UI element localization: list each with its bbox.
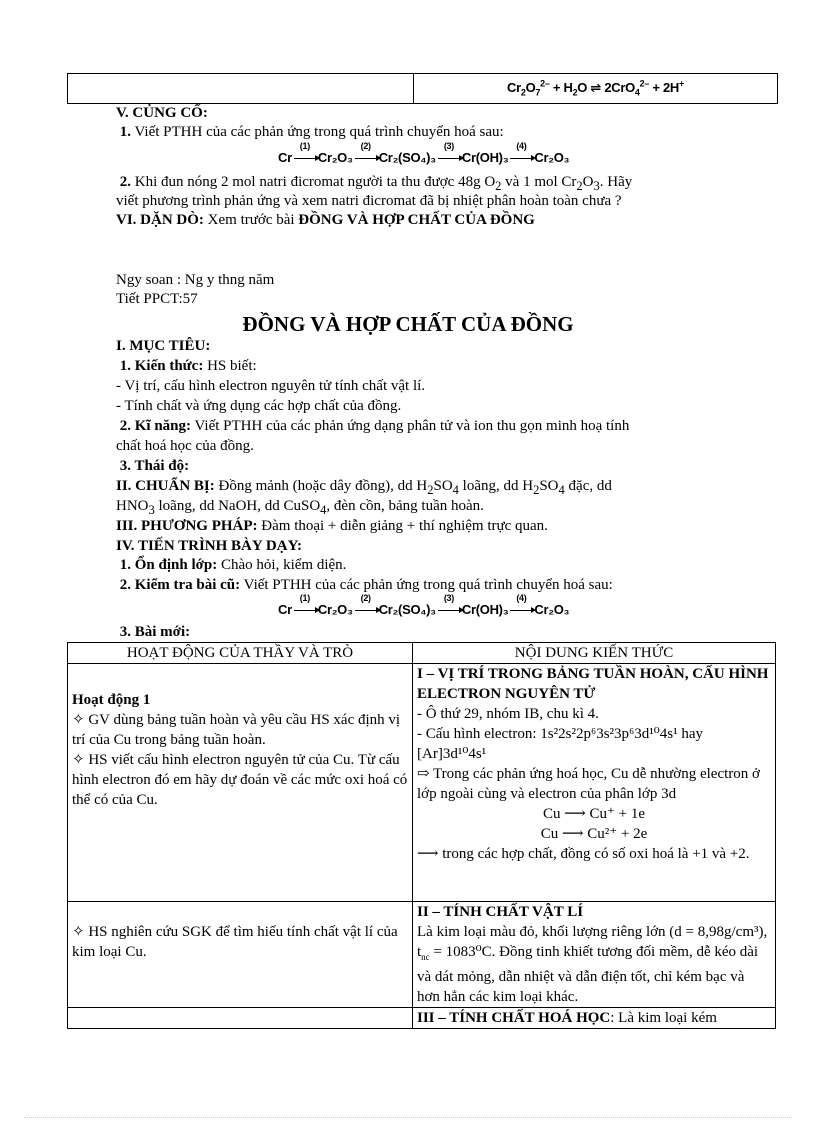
row1-left xyxy=(68,664,413,902)
phuong-phap: III. PHƯƠNG PHÁP: Đàm thoại + diễn giảng + thí nghiệm trực quan. xyxy=(116,518,548,534)
row2-left xyxy=(68,902,413,1008)
chuan-bi-line2: $HNO_3$ loãng, dd NaOH, dd CuSO$_4$, đèn cồn, bảng tuần hoàn. xyxy=(116,498,484,517)
oxidation-eq-1: Cu ⟶ Cu⁺ + 1e xyxy=(542,806,646,822)
dan-do: VI. DẶN DÒ: Xem trước bài ĐỒNG VÀ HỢP CHẤT CỦA ĐỒNG xyxy=(116,212,535,228)
hoat-dong-1-item-1: ✧ GV dùng bảng tuần hoàn và yêu cầu HS xác định vị trí của Cu trong bảng tuần hoàn. xyxy=(72,711,401,748)
diamond-bullet-icon: ✧ xyxy=(72,711,85,728)
page-footer-divider xyxy=(24,1117,792,1118)
section-i-line-2: - Cấu hình electron: 1s²2s²2p⁶3s²3p⁶3d¹⁰4s¹ hay [Ar]3d¹⁰4s¹ xyxy=(417,726,704,762)
section-i-line-3: ⇨ Trong các phản ứng hoá học, Cu dễ nhường electron ở lớp ngoài cùng và electron của phân lớp 3d xyxy=(417,766,760,802)
cungco-q1: 1. Viết PTHH của các phản ứng trong quá trình chuyển hoá sau: xyxy=(119,124,504,140)
kien-thuc: 1. Kiến thức: HS biết: xyxy=(119,358,257,374)
cungco-q2: 2. Khi đun nóng 2 mol natri đicromat người ta thu được 48g $O_2$ và 1 mol $Cr_2O_3$. Hãy xyxy=(119,174,633,193)
page-title: ĐỒNG VÀ HỢP CHẤT CỦA ĐỒNG xyxy=(242,312,574,336)
oxidation-eq-2: Cu ⟶ Cu²⁺ + 2e xyxy=(540,826,648,842)
thai-do: 3. Thái độ: xyxy=(119,458,190,474)
reaction-chain-2: Cr (1) Cr₂O₃ (2) Cr₂(SO₄)₃ (3) Cr(OH)₃ (4) Cr₂O₃ xyxy=(278,593,570,617)
ki-nang-line2: chất hoá học của đồng. xyxy=(116,438,254,454)
reaction-chain-1: Cr (1) Cr₂O₃ (2) Cr₂(SO₄)₃ (3) Cr(OH)₃ (4) Cr₂O₃ xyxy=(278,141,570,165)
kiem-tra-bai-cu: 2. Kiểm tra bài cũ: Viết PTHH của các phản ứng trong quá trình chuyển hoá sau: xyxy=(119,577,613,593)
lesson-table xyxy=(67,642,776,1029)
kien-thuc-item-1: - Vị trí, cấu hình electron nguyên tử tính chất vật lí. xyxy=(116,378,426,394)
section-i-line-1: - Ô thứ 29, nhóm IB, chu kì 4. xyxy=(417,706,599,722)
cungco-q2-line2: viết phương trình phản ứng và xem natri đicromat đã bị nhiệt phân hoàn toàn chưa ? xyxy=(116,193,622,209)
header-content: NỘI DUNG KIẾN THỨC xyxy=(413,643,776,664)
hoat-dong-1-title: Hoạt động 1 xyxy=(72,691,151,708)
chuan-bi: II. CHUẨN BỊ: Đồng mảnh (hoặc dây đồng), dd $H_2SO_4$ loãng, dd $H_2SO_4$ đặc, dd xyxy=(116,478,612,497)
on-dinh-lop: 1. Ổn định lớp: Chào hỏi, kiểm diện. xyxy=(119,557,347,573)
tien-trinh-heading: IV. TIẾN TRÌNH BÀY DẠY: xyxy=(116,538,303,554)
cungco-heading: V. CỦNG CỐ: xyxy=(116,105,208,121)
section-ii-text: Là kim loại màu đỏ, khối lượng riêng lớn (d = 8,98g/cm³), $t_{nc} = 1083^0C$. Đồng tinh khiết tương đối mềm, dễ kéo dài và dát mỏng, dẫn nhiệt và dẫn điện tốt, chỉ kém bạc và hơn hẳn các kim loại khác. xyxy=(417,924,768,1005)
row3-right: III – TÍNH CHẤT HOÁ HỌC: Là kim loại kém xyxy=(413,1008,776,1029)
ki-nang: 2. Kĩ năng: Viết PTHH của các phản ứng dạng phân tử và ion thu gọn minh hoạ tính xyxy=(119,418,630,434)
ngay-soan: Ngy soan : Ng y thng năm xyxy=(116,272,275,288)
hoat-dong-1-item-2: ✧ HS viết cấu hình electron nguyên tử của Cu. Từ cấu hình electron đó em hãy dự đoán về các mức oxi hoá có thể có của Cu. xyxy=(72,751,408,808)
header-activities: HOẠT ĐỘNG CỦA THẦY VÀ TRÒ xyxy=(68,643,413,664)
diamond-bullet-icon: ✧ xyxy=(72,924,85,940)
muc-tieu-heading: I. MỤC TIÊU: xyxy=(116,338,211,354)
row1-right xyxy=(413,664,776,902)
tiet-ppct: Tiết PPCT:57 xyxy=(116,291,198,307)
bai-moi: 3. Bài mới: xyxy=(119,624,191,640)
section-i-title: I – VỊ TRÍ TRONG BẢNG TUẦN HOÀN, CẤU HÌNH ELECTRON NGUYÊN TỬ xyxy=(417,666,769,702)
hoat-dong-2-item: ✧ HS nghiên cứu SGK để tìm hiểu tính chất vật lí của kim loại Cu. xyxy=(72,924,398,960)
row2-right xyxy=(413,902,776,1008)
dichromate-equilibrium: $Cr_2O_7^{2-} + H_2O$ ⇌ 2CrO$_4^{2-}$ + 2H+ xyxy=(507,79,684,98)
top-table-right-cell xyxy=(414,74,778,104)
kien-thuc-item-2: - Tính chất và ứng dụng các hợp chất của đồng. xyxy=(116,398,402,414)
row3-left xyxy=(68,1008,413,1029)
top-table-left-cell xyxy=(68,74,414,104)
section-ii-title: II – TÍNH CHẤT VẬT LÍ xyxy=(417,904,584,920)
top-table xyxy=(67,73,778,104)
section-i-line-4: ⟶ trong các hợp chất, đồng có số oxi hoá là +1 và +2. xyxy=(417,846,750,862)
diamond-bullet-icon: ✧ xyxy=(72,751,85,768)
